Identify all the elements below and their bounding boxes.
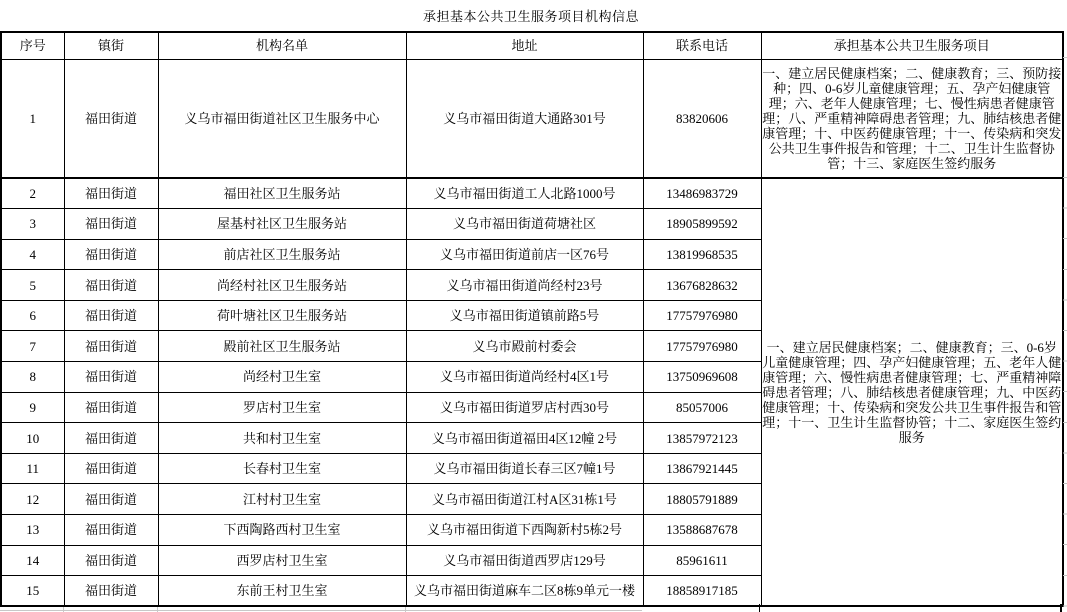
cell-address: 义乌市福田街道福田4区12幢 2号	[406, 423, 643, 454]
cell-name: 尚经村卫生室	[158, 362, 406, 393]
cell-phone: 13588687678	[643, 515, 761, 546]
cell-town: 福田街道	[64, 545, 158, 576]
cell-town: 福田街道	[64, 484, 158, 515]
cell-no: 8	[1, 362, 64, 393]
cell-name: 江村村卫生室	[158, 484, 406, 515]
cell-no: 13	[1, 515, 64, 546]
cell-name: 尚经村社区卫生服务站	[158, 270, 406, 301]
cell-address: 义乌市福田街道尚经村23号	[406, 270, 643, 301]
cell-name: 共和村卫生室	[158, 423, 406, 454]
cell-town: 福田街道	[64, 239, 158, 270]
cell-address: 义乌市福田街道罗店村西30号	[406, 392, 643, 423]
cell-no: 1	[1, 59, 64, 178]
cell-no: 15	[1, 576, 64, 607]
cell-no: 10	[1, 423, 64, 454]
col-border-extension	[759, 604, 760, 612]
services-cell-rows-2-15: 一、建立居民健康档案；二、健康教育；三、0-6岁儿童健康管理；四、孕产妇健康管理；五、老年人健康管理；六、慢性病患者健康管理；七、严重精神障碍患者管理；八、肺结核患者健康管理；九、中医药健康管理；十、传染病和突发公共卫生事件报告和管理；十一、卫生计生监督协管；十二、家庭医生签约服务	[761, 178, 1063, 606]
cell-phone: 13857972123	[643, 423, 761, 454]
cell-name: 屋基村社区卫生服务站	[158, 209, 406, 240]
cell-address: 义乌市福田街道尚经村4区1号	[406, 362, 643, 393]
cell-phone: 18805791889	[643, 484, 761, 515]
cell-no: 7	[1, 331, 64, 362]
cell-name: 罗店村卫生室	[158, 392, 406, 423]
cell-no: 14	[1, 545, 64, 576]
cell-phone: 18858917185	[643, 576, 761, 607]
cell-name: 东前王村卫生室	[158, 576, 406, 607]
cell-no: 5	[1, 270, 64, 301]
institutions-table	[0, 31, 1064, 607]
gridline-stub-column	[1063, 177, 1067, 612]
cell-name: 荷叶塘社区卫生服务站	[158, 300, 406, 331]
cell-town: 福田街道	[64, 178, 158, 209]
cell-phone: 13676828632	[643, 270, 761, 301]
cell-town: 福田街道	[64, 331, 158, 362]
right-border-extension	[1060, 604, 1062, 612]
cell-town: 福田街道	[64, 59, 158, 178]
table-header-row	[1, 32, 1063, 59]
col-header-name: 机构名单	[158, 32, 406, 59]
cell-town: 福田街道	[64, 362, 158, 393]
table-row	[1, 178, 1063, 209]
cell-town: 福田街道	[64, 300, 158, 331]
cell-address: 义乌市福田街道大通路301号	[406, 59, 643, 178]
col-header-phone: 联系电话	[643, 32, 761, 59]
cell-town: 福田街道	[64, 423, 158, 454]
cell-town: 福田街道	[64, 453, 158, 484]
cell-town: 福田街道	[64, 392, 158, 423]
cell-town: 福田街道	[64, 209, 158, 240]
cell-phone: 18905899592	[643, 209, 761, 240]
cell-no: 11	[1, 453, 64, 484]
cell-phone: 85961611	[643, 545, 761, 576]
page-title: 承担基本公共卫生服务项目机构信息	[422, 9, 639, 24]
cell-no: 2	[1, 178, 64, 209]
col-header-no: 序号	[1, 32, 64, 59]
cell-phone: 13750969608	[643, 362, 761, 393]
cell-name: 义乌市福田街道社区卫生服务中心	[158, 59, 406, 178]
cell-town: 福田街道	[64, 515, 158, 546]
cell-address: 义乌市福田街道麻车二区8栋9单元一楼	[406, 576, 643, 607]
cell-no: 3	[1, 209, 64, 240]
col-header-services: 承担基本公共卫生服务项目	[761, 32, 1063, 59]
cell-phone: 13486983729	[643, 178, 761, 209]
cell-phone: 85057006	[643, 392, 761, 423]
cell-phone: 13867921445	[643, 453, 761, 484]
table-row	[1, 59, 1063, 178]
gridline-stub	[0, 610, 642, 611]
cell-name: 西罗店村卫生室	[158, 545, 406, 576]
cell-no: 6	[1, 300, 64, 331]
cell-name: 殿前社区卫生服务站	[158, 331, 406, 362]
cell-phone: 13819968535	[643, 239, 761, 270]
cell-name: 前店社区卫生服务站	[158, 239, 406, 270]
cell-address: 义乌市福田街道江村A区31栋1号	[406, 484, 643, 515]
cell-address: 义乌市福田街道下西陶新村5栋2号	[406, 515, 643, 546]
cell-phone: 17757976980	[643, 331, 761, 362]
cell-no: 12	[1, 484, 64, 515]
cell-no: 4	[1, 239, 64, 270]
cell-name: 下西陶路西村卫生室	[158, 515, 406, 546]
cell-address: 义乌市福田街道荷塘社区	[406, 209, 643, 240]
cell-address: 义乌市殿前村委会	[406, 331, 643, 362]
col-header-town: 镇街	[64, 32, 158, 59]
cell-no: 9	[1, 392, 64, 423]
cell-address: 义乌市福田街道西罗店129号	[406, 545, 643, 576]
gridline-stub	[1063, 57, 1067, 58]
cell-town: 福田街道	[64, 576, 158, 607]
cell-address: 义乌市福田街道长春三区7幢1号	[406, 453, 643, 484]
cell-town: 福田街道	[64, 270, 158, 301]
cell-name: 福田社区卫生服务站	[158, 178, 406, 209]
col-header-address: 地址	[406, 32, 643, 59]
cell-address: 义乌市福田街道镇前路5号	[406, 300, 643, 331]
cell-phone: 17757976980	[643, 300, 761, 331]
cell-address: 义乌市福田街道前店一区76号	[406, 239, 643, 270]
services-cell-row1: 一、建立居民健康档案；二、健康教育；三、预防接种；四、0-6岁儿童健康管理；五、孕产妇健康管理；六、老年人健康管理；七、慢性病患者健康管理；八、严重精神障碍患者管理；九、肺结核患者健康管理；十、中医药健康管理；十一、传染病和突发公共卫生事件报告和管理；十二、卫生计生监督协管；十三、家庭医生签约服务	[761, 59, 1063, 178]
cell-name: 长春村卫生室	[158, 453, 406, 484]
cell-address: 义乌市福田街道工人北路1000号	[406, 178, 643, 209]
cell-phone: 83820606	[643, 59, 761, 178]
